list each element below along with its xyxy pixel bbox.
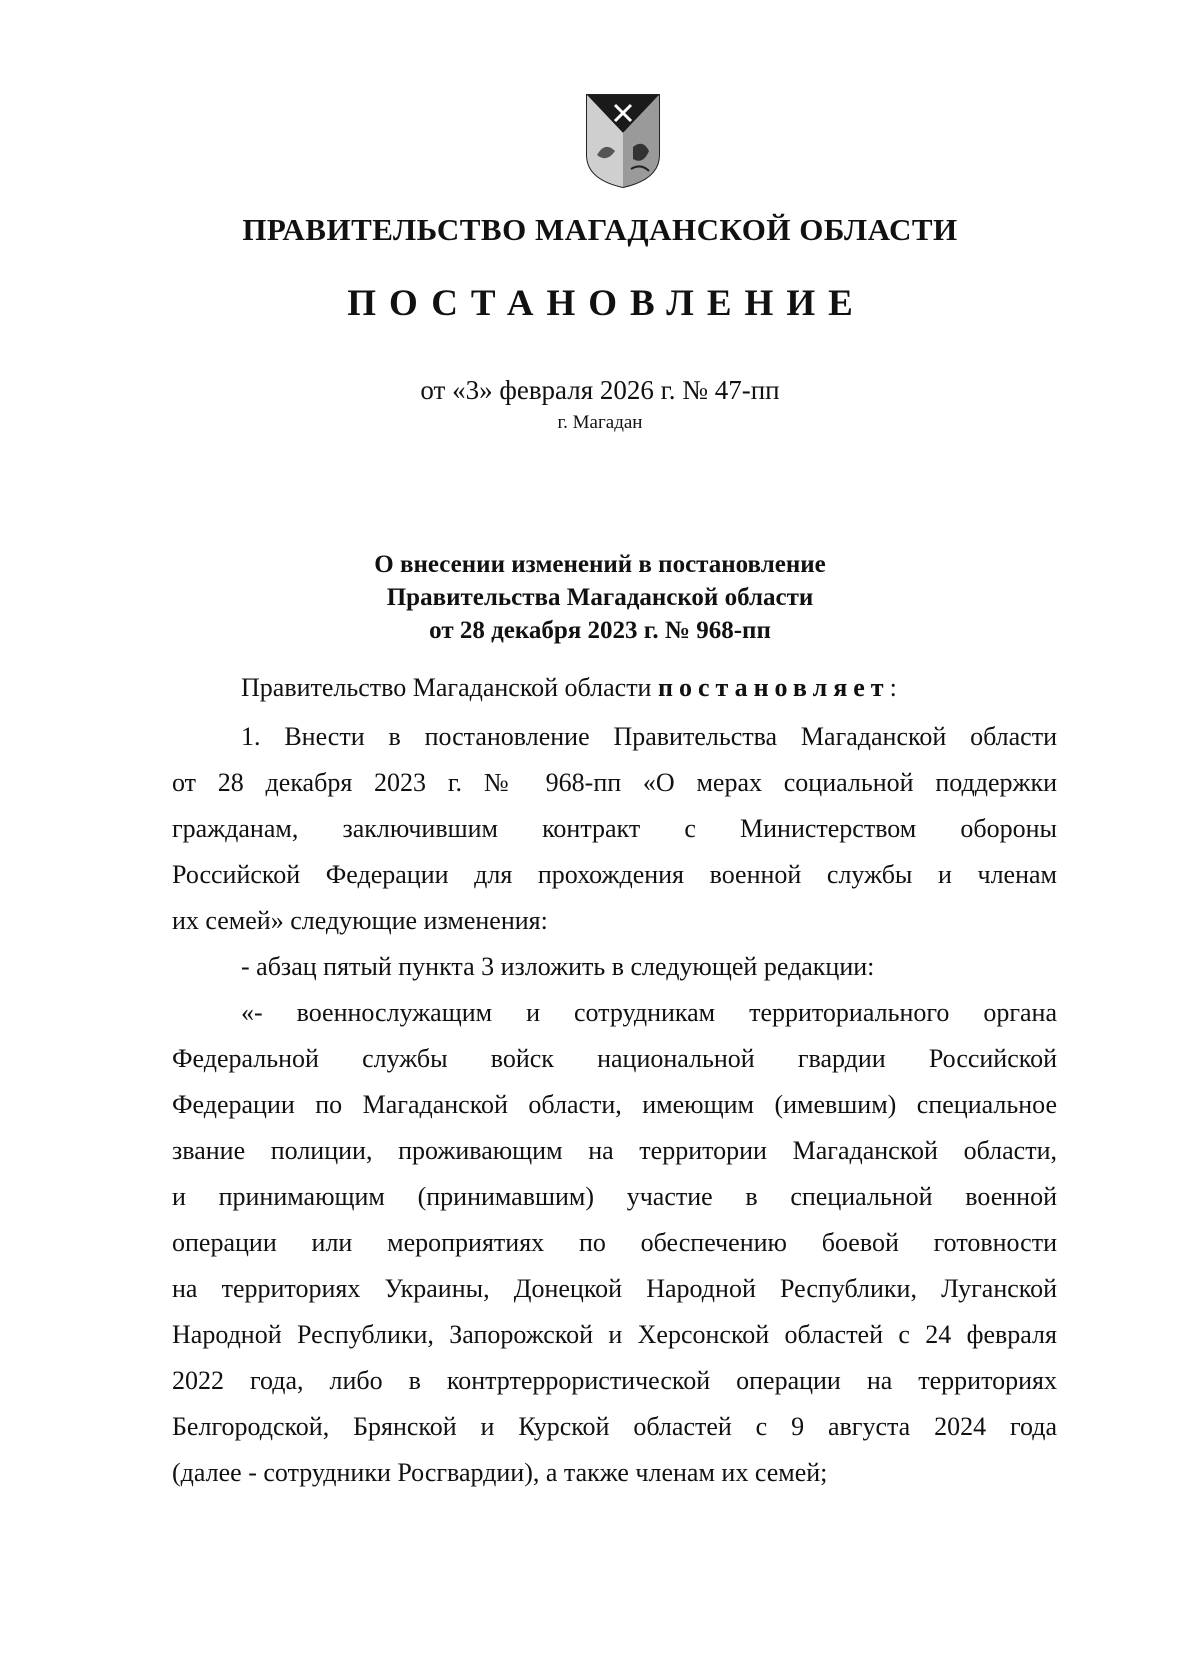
body-line: звание полиции, проживающим на территории Магаданской области, — [172, 1136, 1057, 1165]
preamble — [241, 673, 1057, 703]
body-line: 1. Внести в постановление Правительства Магаданской области — [241, 722, 1057, 751]
body-line: Федерации по Магаданской области, имеющим (имевшим) специальное — [172, 1090, 1057, 1119]
document-city: г. Магадан — [557, 412, 643, 433]
body-line: - абзац пятый пункта 3 изложить в следующей редакции: — [241, 952, 875, 981]
document-date-number: от «3» февраля 2026 г. № 47-пп — [420, 375, 780, 405]
body-line: Народной Республики, Запорожской и Херсонской областей с 24 февраля — [172, 1320, 1057, 1349]
body-line: их семей» следующие изменения: — [172, 906, 548, 935]
body-line: гражданам, заключившим контракт с Министерством обороны — [172, 814, 1057, 843]
body-line: Белгородской, Брянской и Курской областей с 9 августа 2024 года — [172, 1412, 1057, 1441]
preamble-verb: постановляет — [657, 673, 890, 702]
preamble-prefix: Правительство Магаданской области — [241, 673, 652, 702]
body-line: 2022 года, либо в контртеррористической операции на территориях — [172, 1366, 1057, 1395]
document-subject — [0, 548, 1200, 647]
subject-line: О внесении изменений в постановление — [374, 551, 826, 578]
body-line: (далее - сотрудники Росгвардии), а также членам их семей; — [172, 1458, 828, 1487]
body-line: «- военнослужащим и сотрудникам территориального органа — [241, 998, 1057, 1027]
body-line: и принимающим (принимавшим) участие в специальной военной — [172, 1182, 1057, 1211]
subject-line: от 28 декабря 2023 г. № 968-пп — [429, 617, 771, 644]
government-title: ПРАВИТЕЛЬСТВО МАГАДАНСКОЙ ОБЛАСТИ — [242, 212, 958, 247]
preamble-suffix: : — [889, 673, 897, 702]
subject-line: Правительства Магаданской области — [386, 584, 814, 611]
body-line: Российской Федерации для прохождения военной службы и членам — [172, 860, 1057, 889]
body-line: на территориях Украины, Донецкой Народной Республики, Луганской — [172, 1274, 1057, 1303]
magadan-oblast-coat-of-arms-icon — [585, 93, 661, 189]
body-line: операции или мероприятиях по обеспечению боевой готовности — [172, 1228, 1057, 1257]
body-line: Федеральной службы войск национальной гвардии Российской — [172, 1044, 1057, 1073]
document-type-title: ПОСТАНОВЛЕНИЕ — [347, 283, 866, 324]
body-line: от 28 декабря 2023 г. № 968-пп «О мерах социальной поддержки — [172, 768, 1057, 797]
